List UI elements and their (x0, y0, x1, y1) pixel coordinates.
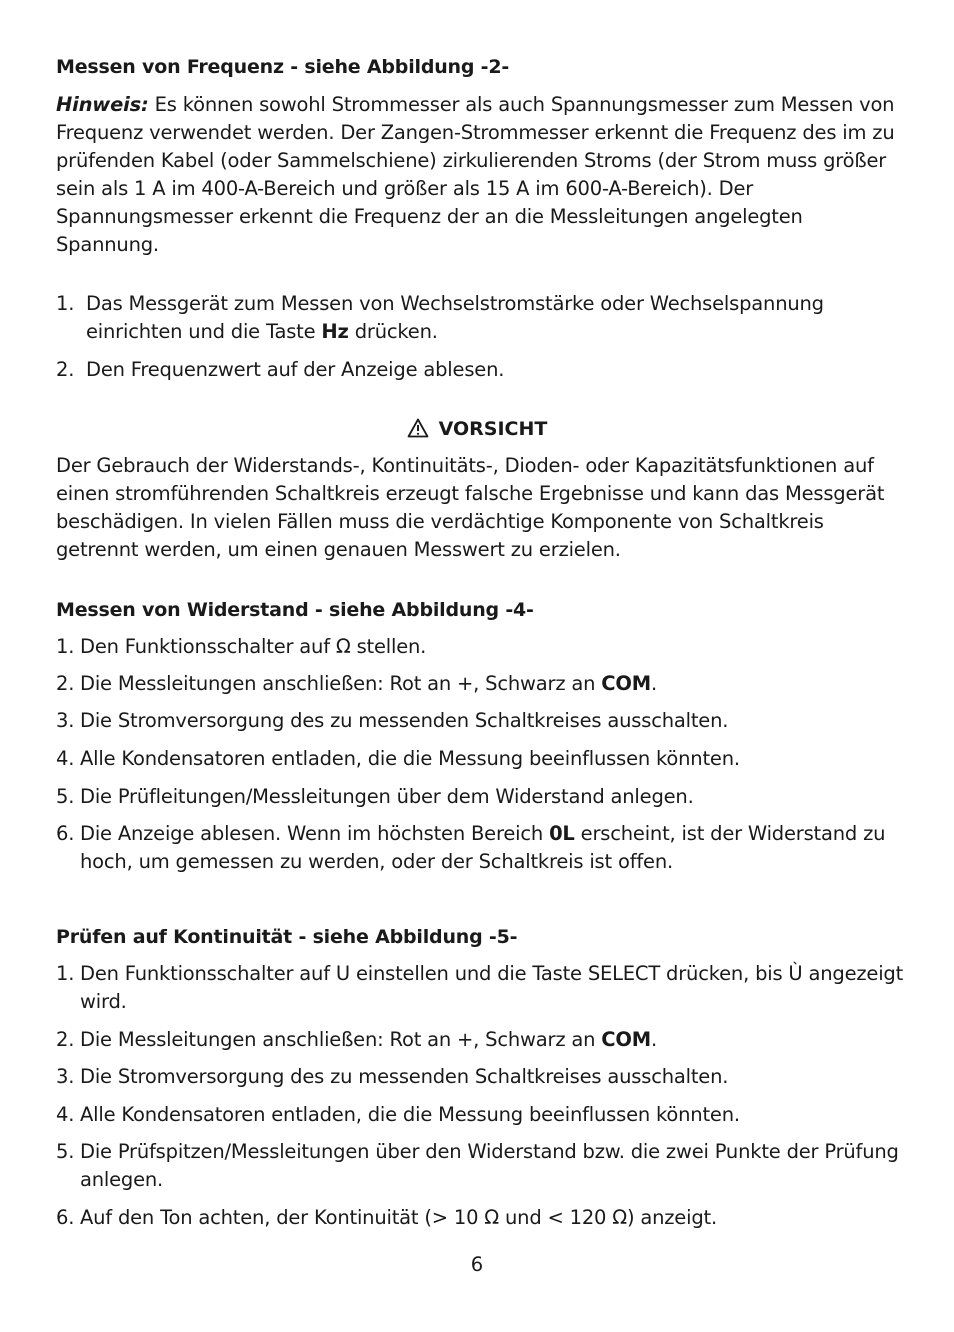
warning-triangle-icon (407, 418, 429, 438)
note-text: Es können sowohl Strommesser als auch Spannungsmesser zum Messen von Frequenz verwendet werden. Der Zangen-Strommesser erkennt die Frequenz des im zu prüfenden Kabel (oder Sammelschiene) zirkulierenden Stroms (der Strom muss größer sein als 1 A im 400-A-Bereich und größer als 15 A im 600-A-Bereich). Der Spannungsmesser erkennt die Frequenz der an die Messleitungen angelegten Spannung. (56, 93, 895, 256)
list-item (56, 707, 906, 735)
caution-header (0, 415, 954, 443)
list-text: Die Stromversorgung des zu messenden Schaltkreises ausschalten. (80, 709, 729, 732)
step-text: Die Messleitungen anschließen: Rot an +, Schwarz an (80, 1028, 602, 1051)
com-label: COM (601, 672, 651, 695)
list-text (56, 1026, 906, 1054)
list-text: Den Frequenzwert auf der Anzeige ablesen. (86, 358, 505, 381)
list-number: 4. (56, 1103, 75, 1126)
step-text: Die Messleitungen anschließen: Rot an +, Schwarz an (80, 672, 602, 695)
list-number: 6. (56, 822, 75, 845)
list-item (56, 290, 906, 346)
section-heading-resistance: Messen von Widerstand - siehe Abbildung -4- (56, 599, 534, 621)
step-text: . (651, 1028, 657, 1051)
list-text (56, 290, 906, 346)
list-number: 1. (56, 962, 75, 985)
list-text (56, 820, 906, 876)
step-text: drücken. (348, 320, 438, 343)
list-item (56, 745, 906, 773)
list-text: Den Funktionsschalter auf Ω stellen. (80, 635, 427, 658)
caution-label: VORSICHT (438, 418, 548, 440)
list-item (56, 670, 906, 698)
list-item (56, 356, 906, 384)
list-number: 2. (56, 358, 75, 381)
list-number: 1. (56, 635, 75, 658)
list-item (56, 960, 906, 1016)
list-item (56, 633, 906, 661)
list-item (56, 820, 906, 876)
list-text: Alle Kondensatoren entladen, die die Messung beeinflussen könnten. (80, 747, 740, 770)
list-item (56, 783, 906, 811)
list-number: 5. (56, 1140, 75, 1163)
page-number: 6 (470, 1253, 484, 1276)
step-text: Das Messgerät zum Messen von Wechselstromstärke oder Wechselspannung einrichten und die Taste (86, 292, 824, 343)
list-number: 1. (56, 292, 75, 315)
list-number: 3. (56, 1065, 75, 1088)
list-text: Die Prüfleitungen/Messleitungen über dem Widerstand anlegen. (80, 785, 694, 808)
step-text: Die Anzeige ablesen. Wenn im höchsten Bereich (80, 822, 550, 845)
list-text: Auf den Ton achten, der Kontinuität (> 10 Ω und < 120 Ω) anzeigt. (80, 1206, 717, 1229)
list-number: 3. (56, 709, 75, 732)
list-number: 4. (56, 747, 75, 770)
caution-text: Der Gebrauch der Widerstands-, Kontinuitäts-, Dioden- oder Kapazitätsfunktionen auf einen stromführenden Schaltkreis erzeugt falsche Ergebnisse und kann das Messgerät beschädigen. In vielen Fällen muss die verdächtige Komponente von Schaltkreis getrennt werden, um einen genauen Messwert zu erzielen. (56, 454, 885, 561)
list-number: 5. (56, 785, 75, 808)
list-number: 6. (56, 1206, 75, 1229)
overload-label: 0L (549, 822, 575, 845)
list-text (56, 670, 906, 698)
step-text: erscheint, ist der Widerstand zu hoch, um gemessen zu werden, oder der Schaltkreis ist offen. (80, 822, 886, 873)
list-text: Den Funktionsschalter auf U einstellen und die Taste SELECT drücken, bis Ù angezeigt wird. (80, 962, 904, 1013)
list-item (56, 1138, 906, 1194)
list-number: 2. (56, 1028, 75, 1051)
list-item (56, 1026, 906, 1054)
note-label: Hinweis: (56, 93, 149, 116)
step-text: . (651, 672, 657, 695)
note-paragraph (56, 91, 906, 259)
list-text: Die Stromversorgung des zu messenden Schaltkreises ausschalten. (80, 1065, 729, 1088)
list-number: 2. (56, 672, 75, 695)
section-heading-continuity: Prüfen auf Kontinuität - siehe Abbildung -5- (56, 926, 518, 948)
list-text: Die Prüfspitzen/Messleitungen über den Widerstand bzw. die zwei Punkte der Prüfung anlegen. (80, 1140, 899, 1191)
section-heading-frequency: Messen von Frequenz - siehe Abbildung -2- (56, 56, 510, 78)
com-label: COM (601, 1028, 651, 1051)
list-text: Alle Kondensatoren entladen, die die Messung beeinflussen könnten. (80, 1103, 740, 1126)
list-item (56, 1063, 906, 1091)
list-item (56, 1101, 906, 1129)
list-item (56, 1204, 906, 1232)
hz-key-label: Hz (321, 320, 349, 343)
